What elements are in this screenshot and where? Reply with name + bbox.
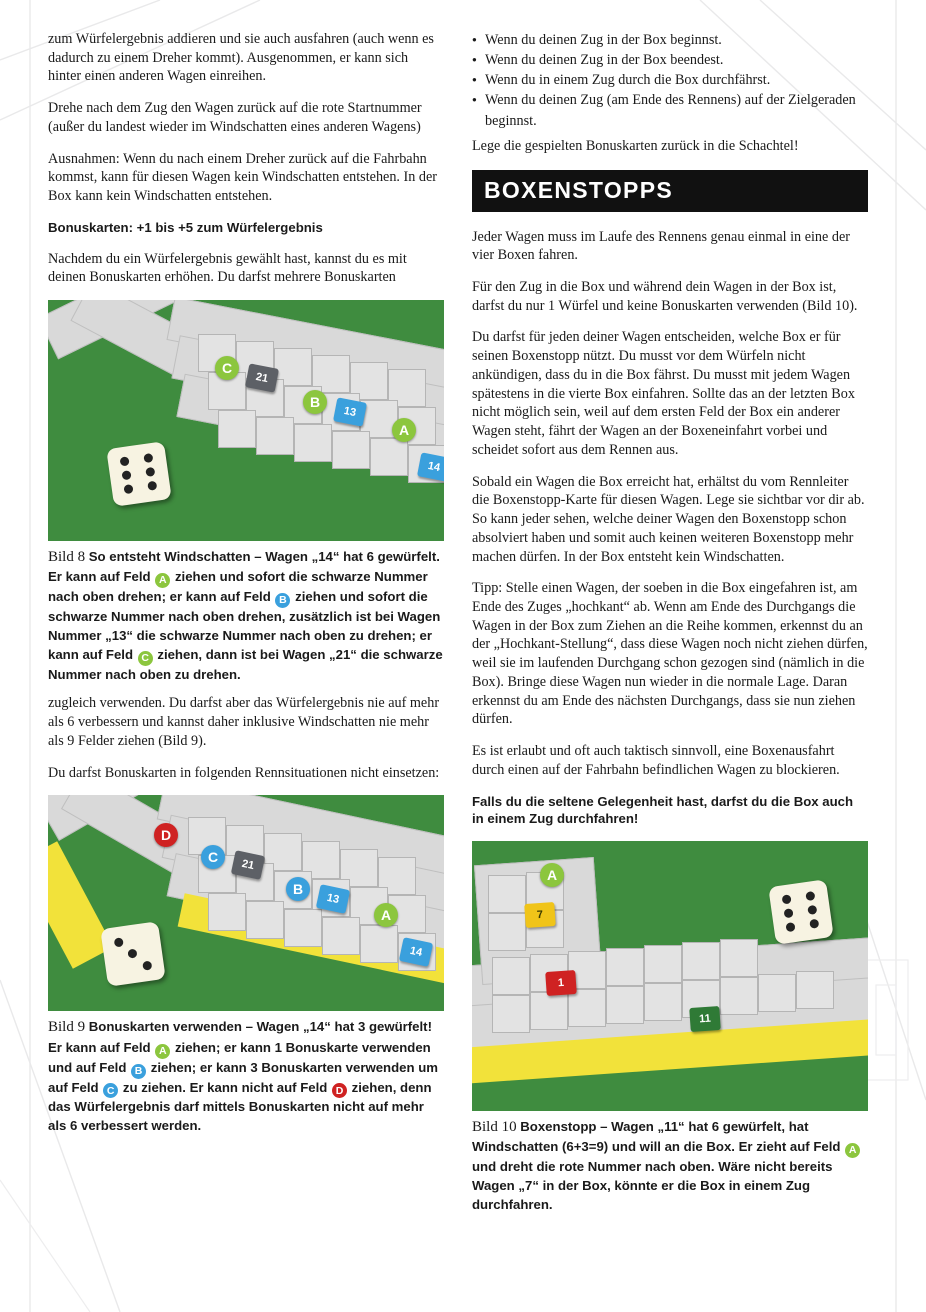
figure-bild9 bbox=[48, 795, 444, 1136]
track-cell bbox=[332, 431, 370, 469]
marker-a: A bbox=[540, 863, 564, 887]
section-header-boxenstopps: BOXENSTOPPS bbox=[472, 170, 868, 212]
car-token: 13 bbox=[316, 884, 350, 914]
board-illustration-10 bbox=[472, 841, 868, 1111]
track-cell bbox=[530, 992, 568, 1030]
bonuskarten-restrictions-list bbox=[472, 30, 868, 131]
track-cell bbox=[644, 945, 682, 983]
bonuskarten-paragraph-1: Nachdem du ein Würfelergebnis gewählt hast, kannst du es mit deinen Bonuskarten erhöhen. Du darfst mehrere Bonuskarten bbox=[48, 250, 407, 286]
die-six bbox=[106, 441, 172, 507]
marker-b: B bbox=[286, 877, 310, 901]
caption-bild9 bbox=[48, 1017, 444, 1136]
boxenstopps-paragraph-2: Für den Zug in die Box und während dein Wagen in der Box ist, darfst du nur 1 Würfel und keine Bonuskarten verwenden (Bild 10). bbox=[472, 278, 858, 314]
car-token: 21 bbox=[231, 850, 265, 880]
car-token: 13 bbox=[333, 397, 367, 426]
track-cell bbox=[682, 942, 720, 980]
track-cell bbox=[208, 893, 246, 931]
figure-bild10 bbox=[472, 841, 868, 1214]
inline-marker-b: B bbox=[131, 1064, 146, 1079]
caption-bild10 bbox=[472, 1117, 868, 1214]
track-cell bbox=[720, 939, 758, 977]
track-cell bbox=[218, 410, 256, 448]
caption-text-a: ziehen; er kann 1 Bonuskarte verwenden und auf Feld bbox=[48, 1039, 431, 1075]
inline-marker-b: B bbox=[275, 593, 290, 608]
track-cell bbox=[568, 989, 606, 1027]
caption-text-a: ziehen und sofort die schwarze Nummer nach oben drehen; er kann auf Feld bbox=[48, 569, 428, 605]
track-cell bbox=[720, 977, 758, 1015]
boxenstopps-paragraph-1: Jeder Wagen muss im Laufe des Rennens genau einmal in eine der vier Boxen fahren. bbox=[472, 228, 850, 264]
board-illustration-8 bbox=[48, 300, 444, 541]
track-cell bbox=[488, 875, 526, 913]
list-item: ● Wenn du deinen Zug in der Box beendest. bbox=[472, 50, 868, 70]
caption-label: Bild 10 bbox=[472, 1118, 517, 1135]
caption-text-lead: Bonuskarten verwenden – Wagen „14“ hat 3 gewürfelt! Er kann auf Feld bbox=[48, 1019, 432, 1055]
boxenstopps-paragraph-4: Sobald ein Wagen die Box erreicht hat, erhältst du vom Rennleiter die Boxenstopp-Karte für diesen Wagen. Lege sie sichtbar vor dir ab. So kann jeder sehen, welche deiner Wagen den Boxenstopp schon absolviert haben und somit auch keinen weiteren Boxenstopp mehr machen dürfen. In der Box entsteht kein Windschatten. bbox=[472, 473, 865, 565]
marker-d: D bbox=[154, 823, 178, 847]
track-cell bbox=[488, 913, 526, 951]
track-cell bbox=[370, 438, 408, 476]
caption-text-lead: So entsteht Windschatten – Wagen „14“ hat 6 gewürfelt. Er kann auf Feld bbox=[48, 549, 440, 585]
caption-text-c: zu ziehen. Er kann nicht auf Feld bbox=[122, 1079, 331, 1095]
track-cell bbox=[492, 957, 530, 995]
track-cell bbox=[256, 417, 294, 455]
inline-marker-a: A bbox=[155, 1044, 170, 1059]
marker-a: A bbox=[392, 418, 416, 442]
boxenstopps-paragraph-tipp: Tipp: Stelle einen Wagen, der soeben in die Box eingefahren ist, am Ende des Zuges „hochkant“ ab. Wenn am Ende des Durchgangs die Wagen in der Box zum Ziehen an die Reihe kommen, erkennst du an der „Hochkant-Stellung“, dass diese Wagen noch nicht ziehen dürfen, weil sie im laufenden Durchgang schon gezogen sind (nämlich in die Box). Bringe diese Wagen nun wieder in die normale Lage. Daran erkennst du am Ende des nächsten Durchgangs, dass sie nun ziehen dürfen. bbox=[472, 580, 868, 728]
inline-marker-a: A bbox=[155, 573, 170, 588]
car-token: 1 bbox=[545, 970, 577, 996]
board-illustration-9 bbox=[48, 795, 444, 1011]
caption-label: Bild 9 bbox=[48, 1019, 86, 1036]
inline-marker-a: A bbox=[845, 1143, 860, 1158]
track-cell bbox=[606, 948, 644, 986]
bonuskarten-paragraph-3: Du darfst Bonuskarten in folgenden Rennsituationen nicht einsetzen: bbox=[48, 764, 440, 781]
marker-c: C bbox=[201, 845, 225, 869]
paragraph-intro-3: Ausnahmen: Wenn du nach einem Dreher zurück auf die Fahrbahn kommst, kann für diesen Wagen kein Windschatten entstehen. In der Box kann kein Windschatten entstehen. bbox=[48, 150, 437, 205]
boxenstopps-highlight: Falls du die seltene Gelegenheit hast, darfst du die Box auch in einem Zug durchfahren! bbox=[472, 793, 854, 827]
list-item: ● Wenn du deinen Zug in der Box beginnst. bbox=[472, 30, 868, 50]
caption-bild8 bbox=[48, 547, 444, 684]
car-token: 11 bbox=[689, 1006, 721, 1032]
track-cell bbox=[322, 917, 360, 955]
left-column bbox=[48, 30, 444, 1284]
track-cell bbox=[606, 986, 644, 1024]
track-cell bbox=[246, 901, 284, 939]
marker-a: A bbox=[374, 903, 398, 927]
right-column bbox=[472, 30, 868, 1284]
boxenstopps-paragraph-6: Es ist erlaubt und oft auch taktisch sinnvoll, eine Boxenausfahrt durch einen auf der Fahrbahn befindlichen Wagen zu blockieren. bbox=[472, 743, 840, 778]
inline-marker-c: C bbox=[103, 1083, 118, 1098]
caption-text-c: ziehen, dann ist bei Wagen „21“ die schwarze Nummer nach oben zu drehen. bbox=[48, 646, 443, 682]
marker-b: B bbox=[303, 390, 327, 414]
inline-marker-d: D bbox=[332, 1083, 347, 1098]
caption-text-b: ziehen; er kann 3 Bonuskarten verwenden um auf Feld bbox=[48, 1059, 439, 1095]
die-three bbox=[100, 922, 166, 988]
track-cell bbox=[758, 974, 796, 1012]
paragraph-intro-1: zum Würfelergebnis addieren und sie auch ausfahren (auch wenn es dadurch zu einem Dreher kommt). Ausgenommen, er kann sich hinter einen anderen Wagen einreihen. bbox=[48, 31, 434, 85]
track-cell bbox=[294, 424, 332, 462]
caption-text-a: und dreht die rote Nummer nach oben. Wäre nicht bereits Wagen „7“ in der Box, könnte er die Box in einem Zug durchfahren. bbox=[472, 1159, 833, 1212]
paragraph-after-bullets: Lege die gespielten Bonuskarten zurück in die Schachtel! bbox=[472, 137, 799, 154]
die-six bbox=[768, 879, 834, 945]
marker-c: C bbox=[215, 356, 239, 380]
bonuskarten-paragraph-2: zugleich verwenden. Du darfst aber das Würfelergebnis nie auf mehr als 6 verbessern und kannst daher inklusive Windschatten nie mehr als 9 Felder ziehen (Bild 9). bbox=[48, 695, 440, 749]
caption-text-d: ziehen, denn das Würfelergebnis darf mittels Bonuskarten nicht auf mehr als 6 verbessert werden. bbox=[48, 1079, 432, 1134]
list-item: ● Wenn du deinen Zug (am Ende des Rennens) auf der Zielgeraden beginnst. bbox=[472, 90, 868, 130]
paragraph-intro-2: Drehe nach dem Zug den Wagen zurück auf die rote Startnummer (außer du landest wieder im Windschatten eines anderen Wagens) bbox=[48, 100, 422, 135]
car-token: 14 bbox=[399, 937, 433, 967]
boxenstopps-paragraph-3: Du darfst für jeden deiner Wagen entscheiden, welche Box er für seinen Boxenstopp nützt. Du musst vor dem Würfeln nicht ankündigen, dass du in die Box fährst. Du musst mit jedem Wagen spätestens in die vierte Box einfahren. Sollte das an der letzten Box nicht möglich sein, weil auf dem ersten Feld der Box ein anderer Wagen steht, fährt der Wagen an der Boxeneinfahrt vorbei und scheidet sofort aus dem Rennen aus. bbox=[472, 329, 855, 458]
inline-marker-c: C bbox=[138, 651, 153, 666]
caption-text-lead: Boxenstopp – Wagen „11“ hat 6 gewürfelt, hat Windschatten (6+3=9) und will an die Box. Er zieht auf Feld bbox=[472, 1118, 845, 1155]
car-token: 7 bbox=[524, 902, 556, 928]
car-token: 14 bbox=[417, 452, 444, 481]
figure-bild8 bbox=[48, 300, 444, 684]
track-cell bbox=[796, 971, 834, 1009]
caption-label: Bild 8 bbox=[48, 549, 86, 566]
car-token: 21 bbox=[245, 363, 279, 392]
bonuskarten-heading: Bonuskarten: +1 bis +5 zum Würfelergebnis bbox=[48, 219, 323, 235]
track-cell bbox=[284, 909, 322, 947]
track-cell bbox=[644, 983, 682, 1021]
caption-text-b: ziehen und sofort die schwarze Nummer nach oben drehen, zusätzlich ist bei Wagen Nummer „13“ die schwarze Nummer nach oben zu drehen; er kann auf Feld bbox=[48, 589, 441, 662]
track-cell bbox=[360, 925, 398, 963]
list-item: ● Wenn du in einem Zug durch die Box durchfährst. bbox=[472, 70, 868, 90]
track-cell bbox=[492, 995, 530, 1033]
